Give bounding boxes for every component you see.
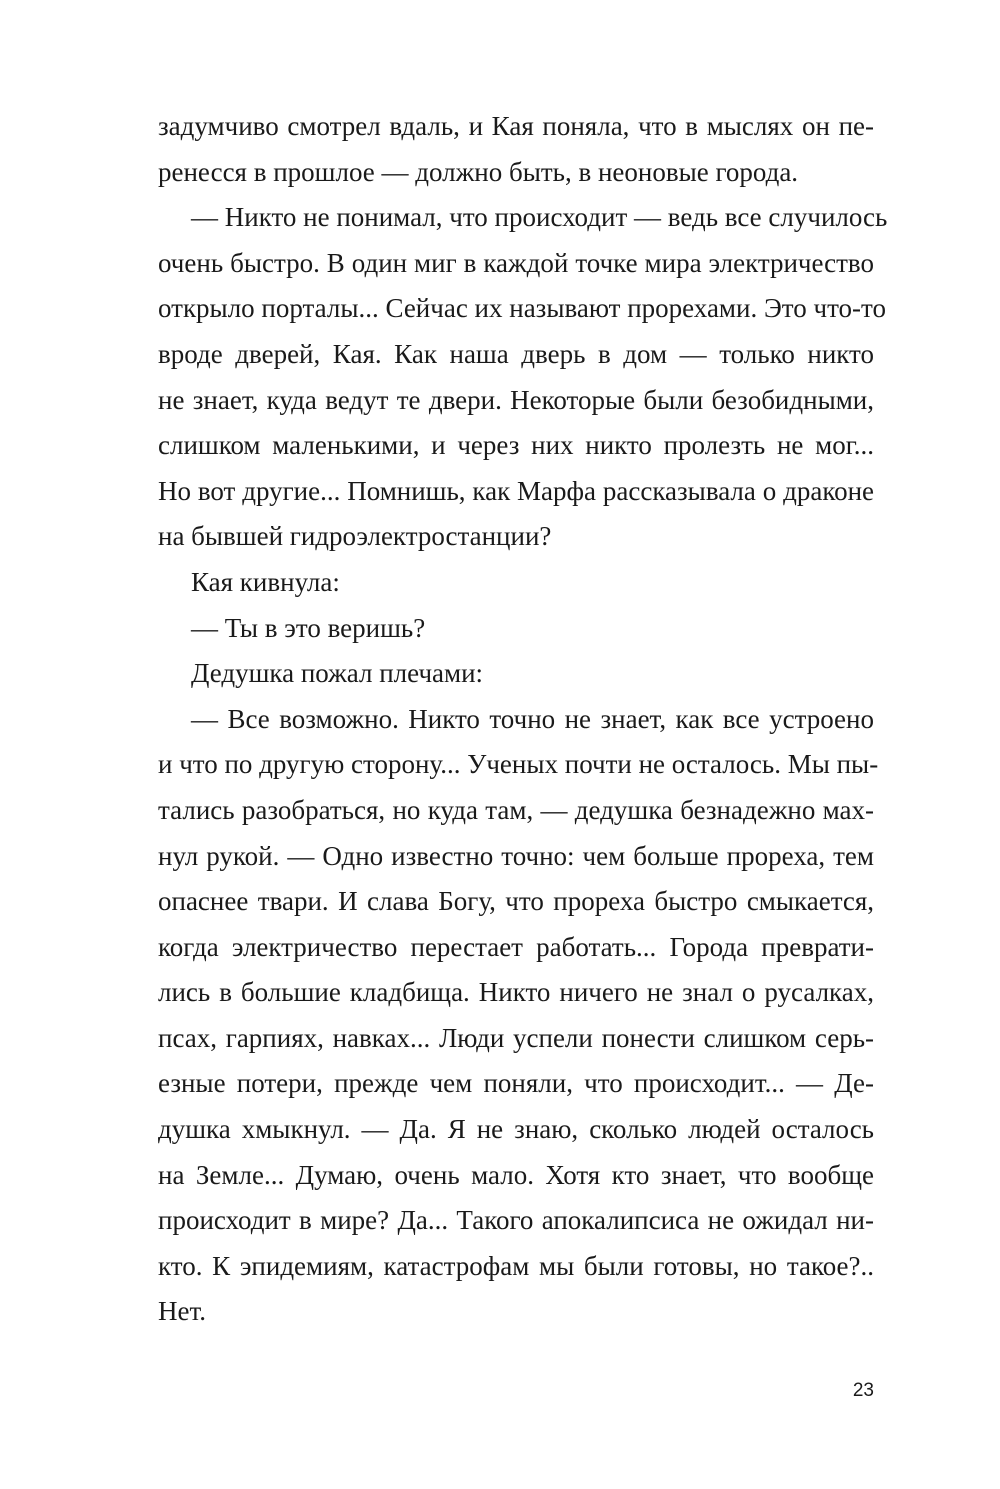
text-line: душка хмыкнул. — Да. Я не знаю, сколько людей осталось	[158, 1114, 874, 1145]
text-line: лись в большие кладбища. Никто ничего не знал о русалках,	[158, 977, 874, 1008]
text-line: опаснее твари. И слава Богу, что прореха быстро смыкается,	[158, 886, 874, 917]
text-line: Нет.	[158, 1296, 207, 1327]
text-line: Но вот другие... Помнишь, как Марфа рассказывала о драконе	[158, 475, 874, 506]
book-page-text	[158, 104, 888, 1335]
text-line: задумчиво смотрел вдаль, и Кая поняла, что в мыслях он пе-	[158, 111, 874, 141]
text-line: псах, гарпиях, навках... Люди успели понести слишком серь-	[158, 1022, 874, 1053]
page-number: 23	[852, 1380, 874, 1401]
text-line: ренесся в прошлое — должно быть, в неоновые города.	[158, 156, 799, 187]
text-line: вроде дверей, Кая. Как наша дверь в дом — только никто	[158, 338, 874, 369]
paragraph-start-line: Дедушка пожал плечами:	[191, 658, 484, 689]
text-line: на Земле... Думаю, очень мало. Хотя кто знает, что вообще	[158, 1159, 874, 1190]
text-line: слишком маленькими, и через них никто пролезть не мог...	[158, 430, 874, 461]
text-line: не знает, куда ведут те двери. Некоторые были безобидными,	[158, 384, 874, 415]
text-line: очень быстро. В один миг в каждой точке мира электричество	[158, 247, 874, 278]
paragraph-start-line: — Никто не понимал, что происходит — ведь все случилось	[191, 202, 888, 233]
text-line: нул рукой. — Одно известно точно: чем больше прореха, тем	[158, 840, 874, 871]
text-line: когда электричество перестает работать... Города преврати-	[158, 931, 874, 962]
paragraph-start-line: Кая кивнула:	[191, 566, 340, 597]
text-line: происходит в мире? Да... Такого апокалипсиса не ожидал ни-	[158, 1205, 874, 1236]
text-line: езные потери, прежде чем поняли, что происходит... — Де-	[158, 1068, 874, 1099]
paragraph-start-line: — Ты в это веришь?	[191, 612, 426, 643]
text-line: на бывшей гидроэлектростанции?	[158, 521, 552, 552]
text-line: тались разобраться, но куда там, — дедушка безнадежно мах-	[158, 794, 874, 825]
text-line: и что по другую сторону... Ученых почти не осталось. Мы пы-	[158, 749, 879, 780]
paragraph-start-line: — Все возможно. Никто точно не знает, как все устроено	[191, 703, 874, 734]
text-line: открыло порталы... Сейчас их называют прорехами. Это что-то	[158, 293, 886, 324]
text-line: кто. К эпидемиям, катастрофам мы были готовы, но такое?..	[158, 1250, 874, 1281]
